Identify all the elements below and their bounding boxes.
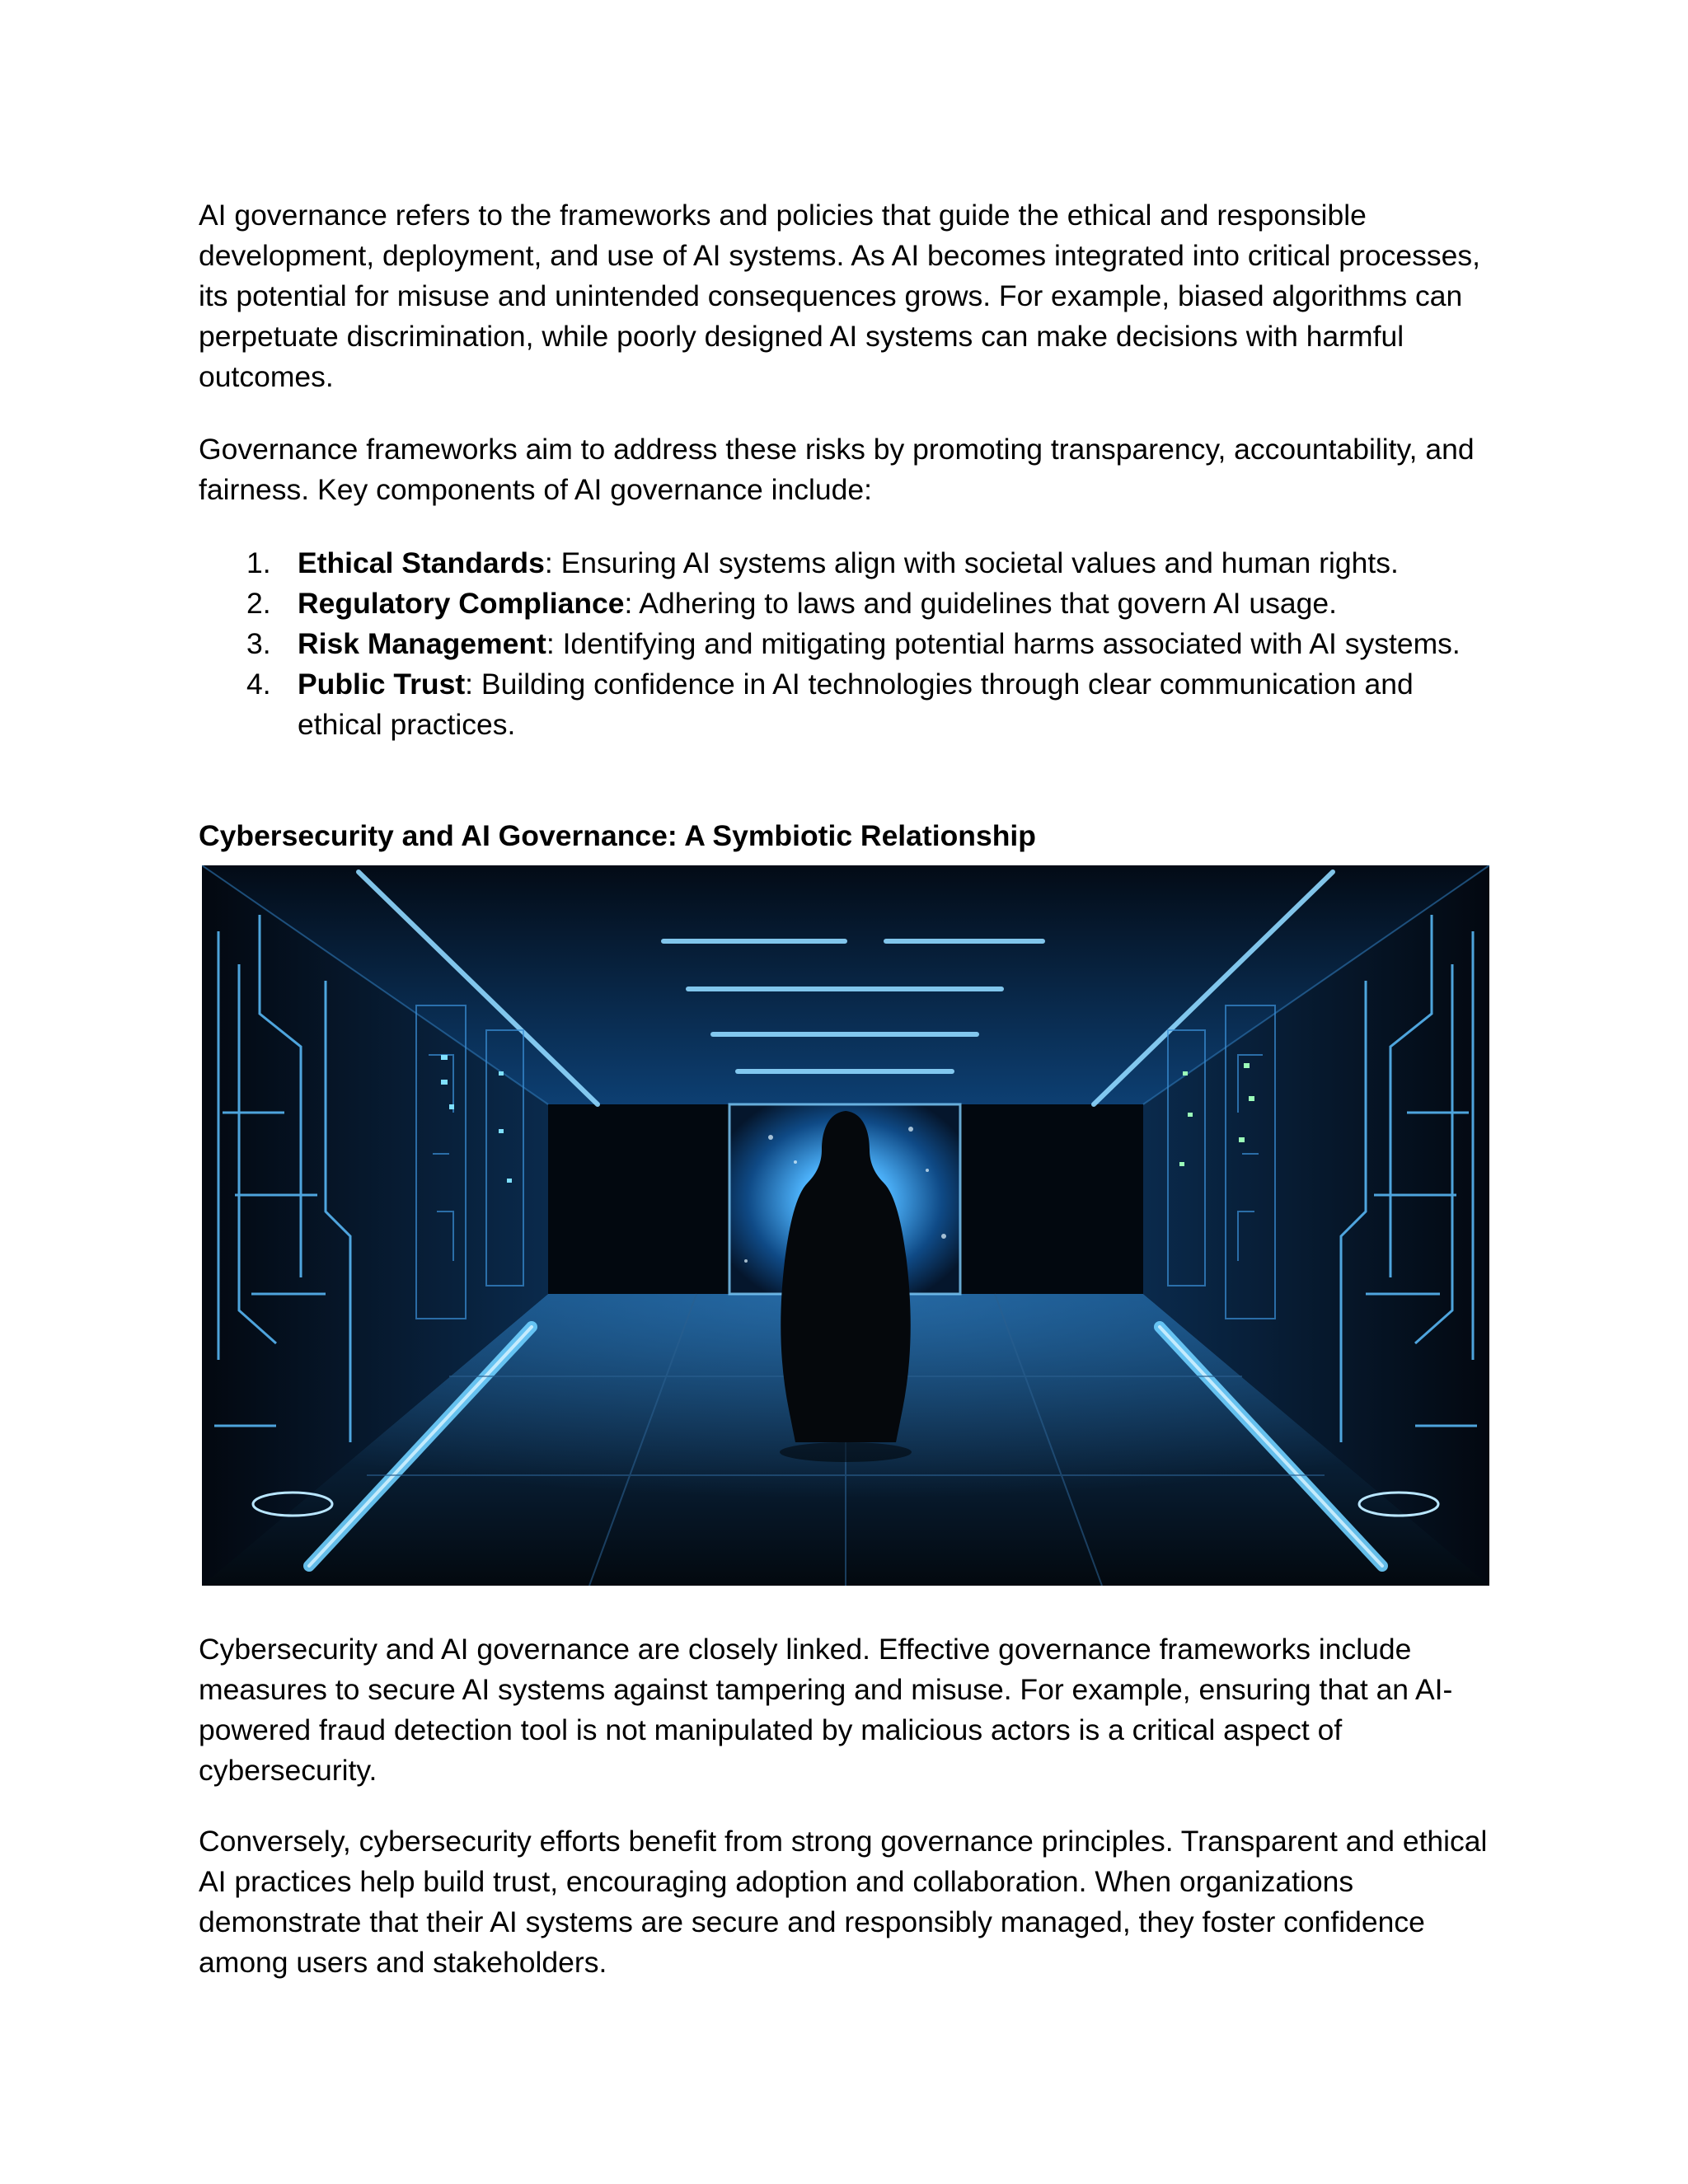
conversely-paragraph: Conversely, cybersecurity efforts benefit from strong governance principles. Transparent and ethical AI practices help build trust, encouraging adoption and collaboration. When organizations demonstrate that their AI systems are secure and responsibly managed, they foster confidence among users and stakeholders.: [199, 1825, 1488, 1979]
list-item: [199, 624, 1501, 664]
list-item-description: : Identifying and mitigating potential harms associated with AI systems.: [546, 627, 1461, 660]
list-item-term: Ethical Standards: [298, 546, 545, 579]
governance-components-list: [199, 543, 1501, 745]
list-item-term: Risk Management: [298, 627, 546, 660]
list-item: [199, 664, 1501, 745]
list-item-term: Public Trust: [298, 668, 466, 701]
list-item-number: 1.: [246, 546, 271, 579]
list-item-description: : Building confidence in AI technologies through clear communication and ethical practices.: [298, 668, 1414, 741]
list-item-number: 2.: [246, 587, 271, 620]
list-item: [199, 543, 1501, 583]
list-item-description: : Adhering to laws and guidelines that govern AI usage.: [624, 587, 1337, 620]
section-heading: Cybersecurity and AI Governance: A Symbiotic Relationship: [199, 819, 1036, 852]
intro-paragraph: AI governance refers to the frameworks and policies that guide the ethical and responsible development, deployment, and use of AI systems. As AI becomes integrated into critical processes, its potential for misuse and unintended consequences grows. For example, biased algorithms can perpetuate discrimination, while poorly designed AI systems can make decisions with harmful outcomes.: [199, 199, 1480, 393]
linked-paragraph: Cybersecurity and AI governance are closely linked. Effective governance frameworks include measures to secure AI systems against tampering and misuse. For example, ensuring that an AI-powered fraud detection tool is not manipulated by malicious actors is a critical aspect of cybersecurity.: [199, 1633, 1453, 1787]
server-corridor-image: [202, 865, 1489, 1586]
list-item-number: 3.: [246, 627, 271, 660]
list-item-description: : Ensuring AI systems align with societal values and human rights.: [544, 546, 1399, 579]
frameworks-paragraph: Governance frameworks aim to address these risks by promoting transparency, accountability, and fairness. Key components of AI governance include:: [199, 433, 1475, 506]
list-item-term: Regulatory Compliance: [298, 587, 625, 620]
list-item-number: 4.: [246, 668, 271, 701]
list-item: [199, 583, 1501, 624]
